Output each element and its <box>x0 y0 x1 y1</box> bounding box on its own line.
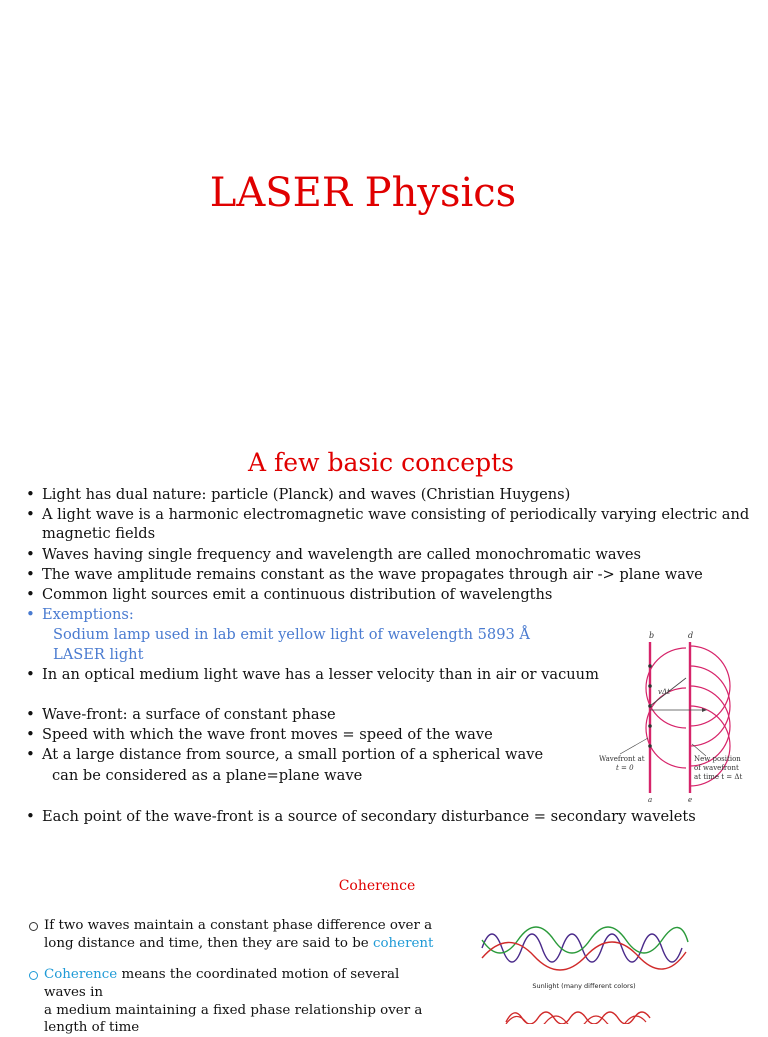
coherence-highlight: Coherence <box>44 967 118 982</box>
bullet-dot: • <box>26 605 35 623</box>
bullet-dot: • <box>26 807 35 825</box>
label-dt: vΔt <box>658 688 670 696</box>
sunlight-caption: Sunlight (many different colors) <box>532 982 636 990</box>
bullet-dot: • <box>26 705 35 723</box>
label-a: a <box>648 796 653 804</box>
bullet-text: magnetic fields <box>42 525 156 542</box>
bullet-text: can be considered as a plane=plane wave <box>52 767 363 784</box>
coherent-highlight: coherent <box>372 935 434 951</box>
bullet-text: Wave-front: a surface of constant phase <box>42 706 336 723</box>
bullet-dot: • <box>26 485 35 503</box>
bullet-text: In an optical medium light wave has a lesser velocity than in air or vacuum <box>42 666 599 683</box>
coherence-paragraph-1 <box>44 917 444 953</box>
bullet-dot: • <box>26 585 35 603</box>
section-title: A few basic concepts <box>248 448 514 477</box>
coherence-p1-line2: long distance and time, then they are said to be <box>44 935 373 951</box>
circle-bullet-icon <box>29 971 38 980</box>
green-wave <box>482 927 688 953</box>
bullet-text: Light has dual nature: particle (Planck) and waves (Christian Huygens) <box>42 486 571 503</box>
coherence-p2-line1: means the coordinated motion of several waves in <box>44 967 400 1000</box>
laser-red-wave-2 <box>506 1016 646 1024</box>
label-b: b <box>649 631 655 640</box>
bullet-text: LASER light <box>53 646 144 663</box>
bullet-text: At a large distance from source, a small portion of a spherical wave <box>42 746 544 763</box>
wavefront-diagram <box>590 628 750 806</box>
label-d: d <box>688 631 694 640</box>
right-label-3: at time t = Δt <box>694 773 743 781</box>
bullet-dot: • <box>26 565 35 583</box>
bullet-text: Exemptions: <box>42 606 134 623</box>
right-label-1: New position <box>694 755 741 763</box>
left-label-1: Wavefront at <box>599 755 645 763</box>
bullet-dot: • <box>26 505 35 523</box>
bullet-dot: • <box>26 665 35 683</box>
main-title: LASER Physics <box>209 170 517 216</box>
bullet-text: Each point of the wave-front is a source of secondary disturbance = secondary wavelets <box>42 808 696 825</box>
bullet-text: Common light sources emit a continuous distribution of wavelengths <box>42 586 553 603</box>
circle-bullet-icon <box>29 922 38 931</box>
bullet-dot: • <box>26 725 35 743</box>
bullet-text: A light wave is a harmonic electromagnetic wave consisting of periodically varying electric and <box>42 506 750 523</box>
coherence-p2-line2: a medium maintaining a fixed phase relationship over a <box>44 1002 423 1018</box>
right-label-2: of wavefront <box>694 764 739 772</box>
coherence-p1-line1: If two waves maintain a constant phase difference over a <box>44 918 433 933</box>
laser-red-wave <box>506 1012 650 1024</box>
left-label-2: t = 0 <box>616 764 634 772</box>
coherence-p2-line3: length of time <box>44 1020 140 1036</box>
coherence-title: Coherence <box>338 878 416 894</box>
pointer-left <box>620 738 648 754</box>
bullet-text: The wave amplitude remains constant as the wave propagates through air -> plane wave <box>42 566 703 583</box>
label-e: e <box>688 796 693 804</box>
bullet-text: Sodium lamp used in lab emit yellow light of wavelength 5893 Å <box>53 626 530 643</box>
bullet-dot: • <box>26 745 35 763</box>
bullet-dot: • <box>26 545 35 563</box>
bullet-text: Speed with which the wave front moves = speed of the wave <box>42 726 493 743</box>
bullet-text: Waves having single frequency and wavelength are called monochromatic waves <box>42 546 641 563</box>
coherence-paragraph-2 <box>44 966 444 1037</box>
sunlight-waves-figure <box>478 918 690 1024</box>
